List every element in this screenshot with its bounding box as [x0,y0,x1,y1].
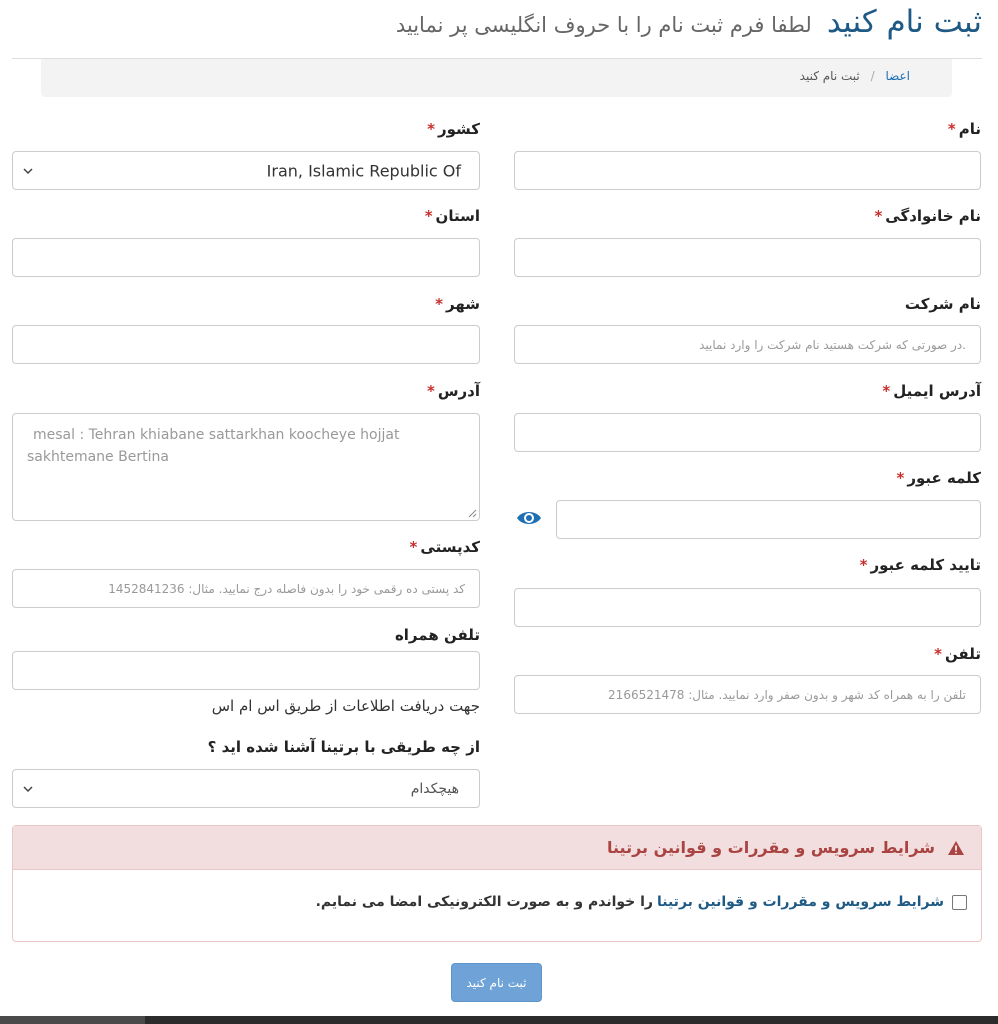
email-label: آدرس ایمیل* [882,382,981,400]
company-field[interactable]: .در صورتی که شرکت هستید نام شرکت را وارد نمایید [514,325,981,364]
breadcrumb-separator: / [870,69,875,83]
province-label: استان* [424,207,480,225]
country-select-value: Iran, Islamic Republic Of [266,161,461,180]
submit-button[interactable]: ثبت نام کنید [451,963,542,1002]
chevron-down-icon [21,782,35,796]
referral-select-value: هیچکدام [410,780,459,797]
breadcrumb [41,59,952,97]
first-name-label: نام* [947,120,981,138]
footer-strip-segment [0,1016,145,1024]
confirm-password-label: تایید کلمه عبور* [859,556,981,574]
page-title-main: ثبت نام کنید [826,4,982,40]
referral-select[interactable] [12,769,480,808]
address-placeholder-line1: mesal : Tehran khiabane sattarkhan koocheye hojjat [33,427,400,443]
terms-agreement-text: را خواندم و به صورت الکترونیکی امضا می نمایم. [315,894,653,910]
breadcrumb-link-members[interactable]: اعضا [885,69,910,83]
address-label: آدرس* [426,382,480,400]
address-placeholder-line2: sakhtemane Bertina [27,449,169,465]
terms-panel-header [13,826,981,870]
phone-label: تلفن* [934,645,981,663]
terms-agreement [316,894,967,910]
country-label: کشور* [427,120,480,138]
eye-icon[interactable] [515,508,543,528]
mobile-label: تلفن همراه [394,626,480,644]
page-subtitle: لطفا فرم ثبت نام را با حروف انگلیسی پر نمایید [395,13,812,37]
resize-grip-icon[interactable] [467,508,477,518]
last-name-label: نام خانوادگی* [874,207,981,225]
postal-code-field[interactable]: کد پستی ده رقمی خود را بدون فاصله درج نمایید. مثال: 1452841236 [12,569,480,608]
province-field[interactable] [12,238,480,277]
terms-panel-title: شرایط سرویس و مقررات و قوانین برتینا [607,838,935,857]
first-name-field[interactable] [514,151,981,190]
terms-checkbox[interactable] [952,895,967,910]
footer-strip [0,1016,998,1024]
city-field[interactable] [12,325,480,364]
last-name-field[interactable] [514,238,981,277]
mobile-help-text: جهت دریافت اطلاعات از طریق اس ام اس [211,697,480,715]
mobile-field[interactable] [12,651,480,690]
company-label: نام شرکت [904,295,981,313]
terms-panel [12,825,982,942]
address-field[interactable] [12,413,480,521]
city-label: شهر* [435,295,480,313]
breadcrumb-current: ثبت نام کنید [799,69,860,83]
phone-field[interactable]: تلفن را به همراه کد شهر و بدون صفر وارد نمایید. مثال: 2166521478 [514,675,981,714]
password-field[interactable] [556,500,981,539]
email-field[interactable] [514,413,981,452]
chevron-down-icon [21,164,35,178]
referral-label: از چه طریقی با برتینا آشنا شده اید ؟ [207,738,480,756]
country-select[interactable] [12,151,480,190]
warning-icon [947,840,965,856]
confirm-password-field[interactable] [514,588,981,627]
postal-code-label: کدپستی* [409,538,480,556]
page-title [396,4,982,40]
terms-link[interactable]: شرایط سرویس و مقررات و قوانین برتینا [657,894,944,910]
password-label: کلمه عبور* [896,469,981,487]
